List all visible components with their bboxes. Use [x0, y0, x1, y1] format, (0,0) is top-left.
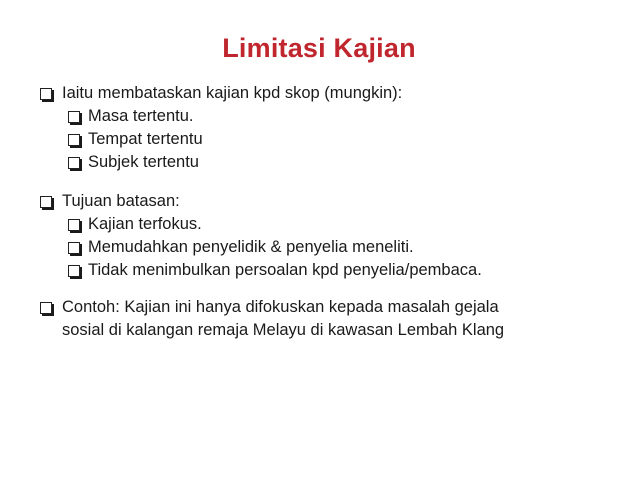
- sub-bullet-item: [38, 106, 618, 129]
- sub-bullet-text: Kajian terfokus.: [88, 215, 202, 233]
- bullet-text: Iaitu membataskan kajian kpd skop (mungkin):: [62, 84, 403, 102]
- sub-bullet-item: [38, 129, 618, 152]
- slide-body: [38, 83, 618, 343]
- checkbox-square-icon: [68, 265, 80, 277]
- sub-bullet-text: Masa tertentu.: [88, 107, 194, 125]
- spacer: [38, 175, 618, 191]
- sub-bullet-item: [38, 152, 618, 175]
- sub-bullet-text: Tempat tertentu: [88, 130, 203, 148]
- sub-bullet-text: Tidak menimbulkan persoalan kpd penyelia/pembaca.: [88, 261, 482, 279]
- sub-bullet-text: Subjek tertentu: [88, 153, 199, 171]
- bullet-item: [38, 83, 618, 106]
- checkbox-square-icon: [68, 111, 80, 123]
- sub-bullet-item: [38, 214, 618, 237]
- checkbox-square-icon: [40, 88, 52, 100]
- bullet-item: [38, 297, 618, 320]
- bullet-text: Tujuan batasan:: [62, 192, 180, 210]
- checkbox-square-icon: [68, 219, 80, 231]
- spacer: [38, 283, 618, 297]
- slide-title: Limitasi Kajian: [222, 33, 416, 63]
- bullet-item: [38, 191, 618, 214]
- checkbox-square-icon: [68, 242, 80, 254]
- bullet-text-continuation: sosial di kalangan remaja Melayu di kawasan Lembah Klang: [62, 321, 505, 339]
- bullet-text: Contoh: Kajian ini hanya difokuskan kepada masalah gejala: [62, 298, 499, 316]
- sub-bullet-item: [38, 237, 618, 260]
- checkbox-square-icon: [40, 302, 52, 314]
- checkbox-square-icon: [40, 196, 52, 208]
- sub-bullet-text: Memudahkan penyelidik & penyelia meneliti.: [88, 238, 414, 256]
- checkbox-square-icon: [68, 157, 80, 169]
- checkbox-square-icon: [68, 134, 80, 146]
- sub-bullet-item: [38, 260, 618, 283]
